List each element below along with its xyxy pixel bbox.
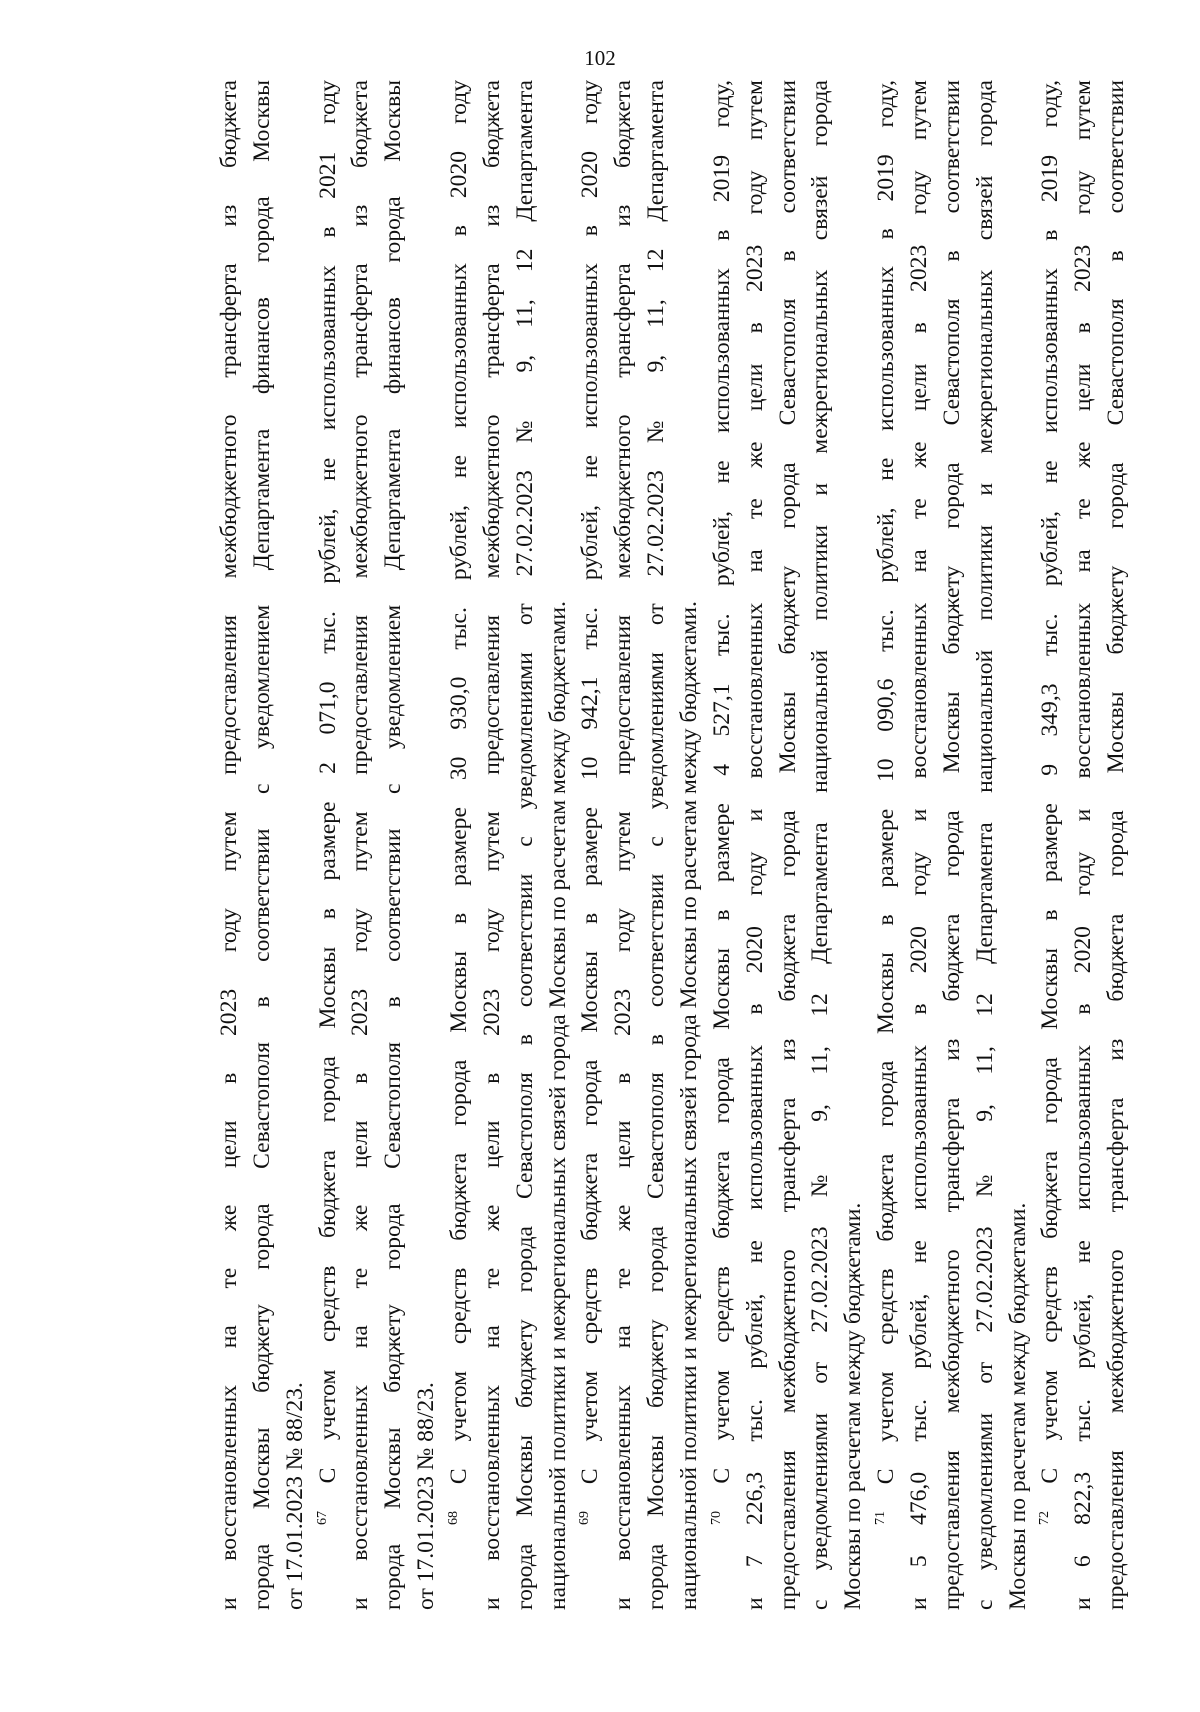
footnote-marker: 67 [314, 1511, 330, 1525]
footnote-first-line [312, 80, 345, 1610]
footnote-text: предоставления межбюджетного трансферта из бюджета города Москвы бюджету города Севастополя в соответствии [1103, 80, 1130, 1610]
footnote-text: города Москвы бюджету города Севастополя в соответствии с уведомлениями от 27.02.2023 № 9, 11, 12 Департамента [643, 80, 670, 1610]
footnote-text: с уведомлениями от 27.02.2023 № 9, 11, 12 Департамента национальной политики и межрегиональных связей города [971, 80, 998, 1610]
footnote-line [1067, 80, 1100, 1610]
footnote-line [476, 80, 509, 1610]
footnote-line [1100, 80, 1133, 1610]
footnote-text: национальной политики и межрегиональных связей города Москвы по расчетам между бюджетами. [544, 601, 571, 1610]
footnote-text: предоставления межбюджетного трансферта из бюджета города Москвы бюджету города Севастополя в соответствии [774, 80, 801, 1610]
footnote-text: С учетом средств бюджета города Москвы в размере 10 942,1 тыс. рублей, не использованных в 2020 году [577, 80, 604, 1485]
footnote-marker: 71 [873, 1511, 889, 1525]
footnote-line [1002, 80, 1035, 1610]
footnote-marker: 72 [1037, 1511, 1053, 1525]
footnote-line [607, 80, 640, 1610]
footnote-marker: 70 [709, 1511, 725, 1525]
footnote-line [410, 80, 443, 1610]
footnote-text: предоставления межбюджетного трансферта из бюджета города Москвы бюджету города Севастополя в соответствии [938, 80, 965, 1610]
footnote-first-line [870, 80, 903, 1610]
footnote-text: от 17.01.2023 № 88/23. [281, 1382, 308, 1610]
footnote-text: и 6 822,3 тыс. рублей, не использованных в 2020 году и восстановленных на те же цели в 2023 году путем [1070, 80, 1097, 1610]
footnote-line [903, 80, 936, 1610]
footnote-line [837, 80, 870, 1610]
footnote-text: с уведомлениями от 27.02.2023 № 9, 11, 12 Департамента национальной политики и межрегиональных связей города [807, 80, 834, 1610]
footnote-text: и восстановленных на те же цели в 2023 году путем предоставления межбюджетного трансферта из бюджета [610, 80, 637, 1610]
footnote-first-line [1034, 80, 1067, 1610]
footnote-text: Москвы по расчетам между бюджетами. [840, 1202, 867, 1610]
footnote-line [542, 80, 575, 1610]
footnote-text: С учетом средств бюджета города Москвы в размере 2 071,0 тыс. рублей, не использованных в 2021 году [314, 80, 341, 1484]
footnote-line [640, 80, 673, 1610]
footnote-marker: 69 [577, 1511, 593, 1525]
footnote-line [969, 80, 1002, 1610]
footnote-line [739, 80, 772, 1610]
footnote-line [377, 80, 410, 1610]
footnote-text: от 17.01.2023 № 88/23. [413, 1382, 440, 1610]
footnote-text: С учетом средств бюджета города Москвы в размере 10 090,6 тыс. рублей, не использованных в 2019 году, [873, 80, 900, 1485]
footnote-line [936, 80, 969, 1610]
footnote-first-line [574, 80, 607, 1610]
footnote-text: и 5 476,0 тыс. рублей, не использованных в 2020 году и восстановленных на те же цели в 2023 году путем [906, 80, 933, 1610]
footnote-text: города Москвы бюджету города Севастополя в соответствии с уведомлением Департамента финансов города Москвы [380, 80, 407, 1610]
footnote-text: и 7 226,3 тыс. рублей, не использованных в 2020 году и восстановленных на те же цели в 2023 году путем [741, 80, 768, 1610]
footnote-text: города Москвы бюджету города Севастополя в соответствии с уведомлениями от 27.02.2023 № 9, 11, 12 Департамента [511, 80, 538, 1610]
footnote-text: города Москвы бюджету города Севастополя в соответствии с уведомлением Департамента финансов города Москвы [248, 80, 275, 1610]
footnote-text: и восстановленных на те же цели в 2023 году путем предоставления межбюджетного трансферта из бюджета [478, 80, 505, 1610]
footnote-text: и восстановленных на те же цели в 2023 году путем предоставления межбюджетного трансферта из бюджета [216, 80, 242, 1610]
footnote-line [772, 80, 805, 1610]
footnote-line [804, 80, 837, 1610]
footnotes-block [213, 80, 1130, 1610]
footnote-text: С учетом средств бюджета города Москвы в размере 9 349,3 тыс. рублей, не использованных в 2019 году, [1037, 80, 1064, 1484]
footnote-text: национальной политики и межрегиональных связей города Москвы по расчетам между бюджетами. [676, 601, 703, 1610]
footnote-first-line [706, 80, 739, 1610]
footnote-line [279, 80, 312, 1610]
footnote-line [673, 80, 706, 1610]
footnote-text: С учетом средств бюджета города Москвы в размере 30 930,0 тыс. рублей, не использованных в 2020 году [446, 80, 473, 1485]
footnote-first-line [443, 80, 476, 1610]
footnote-line [246, 80, 279, 1610]
footnote-text: С учетом средств бюджета города Москвы в размере 4 527,1 тыс. рублей, не использованных в 2019 году, [708, 80, 735, 1484]
footnote-line [344, 80, 377, 1610]
footnote-line [509, 80, 542, 1610]
page-number: 102 [584, 46, 616, 70]
footnote-line [213, 80, 246, 1610]
footnote-text: и восстановленных на те же цели в 2023 году путем предоставления межбюджетного трансферта из бюджета [347, 80, 374, 1610]
footnote-marker: 68 [446, 1511, 462, 1525]
footnote-text: Москвы по расчетам между бюджетами. [1004, 1202, 1031, 1610]
